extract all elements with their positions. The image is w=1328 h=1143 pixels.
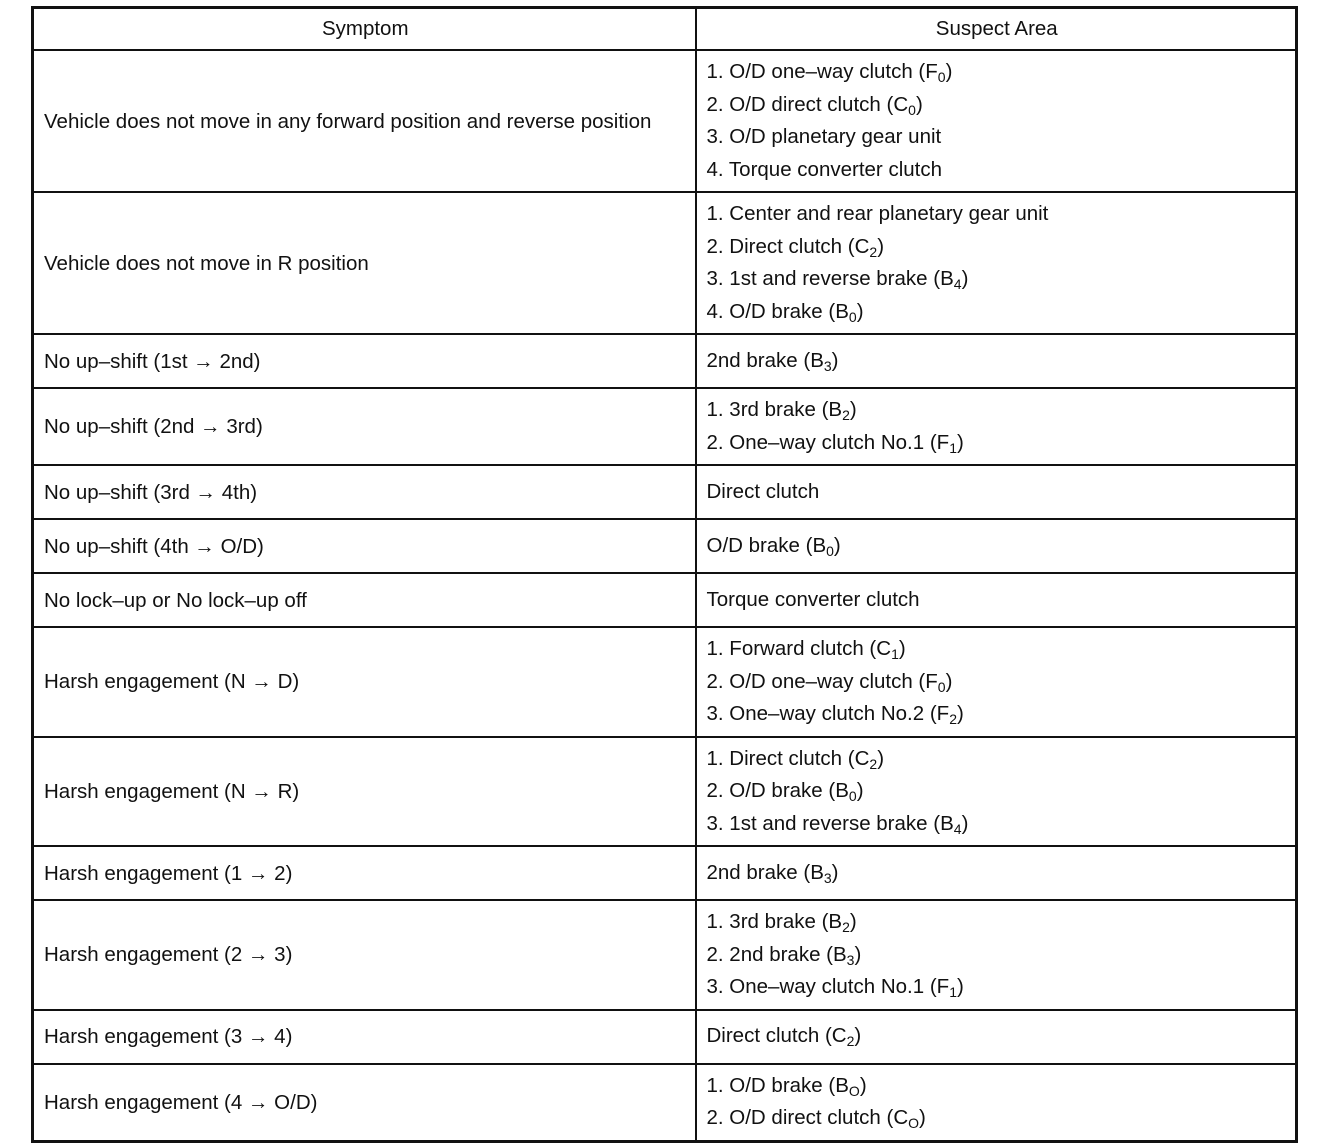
symptom-cell: [33, 737, 696, 847]
suspect-item-subscript: 3: [823, 357, 832, 374]
suspect-item-subscript: 0: [826, 542, 834, 559]
suspect-item: [707, 633, 1288, 666]
symptom-text: Harsh engagement (3 → 4): [44, 1025, 293, 1048]
suspect-item-text: 4. O/D brake (B: [706, 299, 849, 323]
suspect-item-text: 1. Direct clutch (C: [706, 746, 870, 770]
suspect-item: [707, 89, 1288, 122]
suspect-item-subscript: 0: [908, 101, 916, 118]
suspect-item-text: 4. Torque converter clutch: [706, 157, 942, 181]
suspect-area-cell: [696, 50, 1297, 192]
table-body: [33, 50, 1297, 1141]
suspect-item-suffix: ): [854, 942, 862, 966]
suspect-item: [707, 698, 1288, 731]
suspect-item-suffix: ): [915, 92, 923, 116]
suspect-item-subscript: 1: [949, 984, 957, 1000]
symptom-cell: [33, 334, 696, 388]
suspect-item-suffix: ): [856, 779, 864, 802]
suspect-item-suffix: ): [956, 975, 964, 998]
suspect-item: [707, 906, 1288, 939]
symptom-cell: [33, 388, 696, 465]
suspect-item-subscript: 4: [953, 276, 962, 292]
table-row: [33, 737, 1297, 847]
symptom-cell: [33, 1010, 696, 1064]
suspect-item: [707, 939, 1288, 972]
suspect-area-cell: [696, 737, 1297, 847]
suspect-item-subscript: 4: [953, 820, 962, 837]
suspect-item-suffix: ): [831, 860, 839, 884]
symptom-cell: [33, 1064, 696, 1142]
symptom-text: Harsh engagement (2 → 3): [44, 943, 293, 967]
suspect-item-text: 1. O/D brake (B: [706, 1073, 849, 1097]
suspect-item-text: 1. O/D one–way clutch (F: [706, 60, 938, 83]
suspect-item-text: Direct clutch (C: [706, 1024, 847, 1048]
suspect-item-subscript: 0: [848, 308, 857, 325]
suspect-item-text: 2. 2nd brake (B: [706, 942, 847, 966]
symptom-text: Harsh engagement (4 → O/D): [44, 1090, 318, 1114]
suspect-area-cell: [696, 627, 1297, 737]
table-row: [33, 1010, 1297, 1064]
table-row: [33, 465, 1297, 519]
symptom-cell: [33, 50, 696, 192]
symptom-cell: [33, 192, 696, 334]
suspect-item-text: Direct clutch: [706, 479, 820, 503]
diagnosis-table: [31, 6, 1298, 1143]
suspect-item-text: 2. O/D brake (B: [706, 779, 849, 802]
suspect-area-cell: [696, 573, 1297, 627]
suspect-item-subscript: 1: [949, 439, 957, 456]
suspect-item: [707, 154, 1288, 187]
suspect-item-suffix: ): [854, 1024, 862, 1048]
symptom-cell: [33, 465, 696, 519]
suspect-area-cell: [696, 846, 1297, 900]
suspect-item-suffix: ): [859, 1073, 867, 1097]
suspect-item-text: 3. 1st and reverse brake (B: [706, 267, 954, 290]
suspect-item-text: 2nd brake (B: [706, 860, 824, 884]
suspect-item-suffix: ): [961, 267, 969, 290]
suspect-item-suffix: ): [898, 637, 906, 660]
suspect-item-text: 2nd brake (B: [706, 348, 824, 372]
symptom-text: Harsh engagement (1 → 2): [44, 861, 293, 885]
suspect-item: [707, 666, 1288, 699]
suspect-item-subscript: 2: [842, 919, 850, 935]
symptom-text: Vehicle does not move in any forward position and reverse position: [44, 109, 652, 133]
suspect-item-subscript: O: [848, 1082, 860, 1099]
symptom-text: No up–shift (2nd → 3rd): [44, 415, 263, 438]
symptom-text: No lock–up or No lock–up off: [44, 588, 307, 612]
suspect-item-subscript: O: [908, 1115, 920, 1131]
suspect-item-suffix: ): [919, 1106, 926, 1129]
table-row: [33, 334, 1297, 388]
suspect-item-text: Torque converter clutch: [706, 587, 920, 611]
table-row: [33, 50, 1297, 192]
symptom-cell: [33, 627, 696, 737]
suspect-area-header: Suspect Area: [696, 8, 1297, 51]
suspect-area-cell: [696, 192, 1297, 334]
suspect-item-subscript: 3: [823, 869, 832, 886]
suspect-item-suffix: ): [856, 299, 864, 323]
suspect-item-text: 3. 1st and reverse brake (B: [706, 811, 954, 835]
suspect-area-cell: [696, 1064, 1297, 1142]
suspect-area-cell: [696, 1010, 1297, 1064]
symptom-cell: [33, 846, 696, 900]
suspect-item: [707, 857, 1288, 890]
suspect-item: [707, 1070, 1288, 1103]
table-row: [33, 192, 1297, 334]
suspect-item: [707, 743, 1288, 776]
suspect-item-text: 2. One–way clutch No.1 (F: [706, 430, 950, 454]
table-row: [33, 519, 1297, 573]
suspect-item: [707, 198, 1288, 231]
suspect-item: [707, 394, 1288, 427]
suspect-area-cell: [696, 334, 1297, 388]
suspect-item-text: 1. Forward clutch (C: [706, 637, 892, 660]
header-row: [33, 8, 1297, 51]
suspect-item-suffix: ): [945, 669, 953, 693]
suspect-item-subscript: 2: [869, 243, 878, 260]
suspect-item-text: 2. O/D one–way clutch (F: [706, 669, 938, 693]
suspect-item-text: 3. One–way clutch No.1 (F: [706, 975, 950, 998]
table-row: [33, 573, 1297, 627]
suspect-item-suffix: ): [961, 811, 969, 835]
suspect-item: [707, 231, 1288, 264]
suspect-item: [707, 427, 1288, 460]
suspect-item: [707, 530, 1288, 563]
suspect-item: [707, 775, 1288, 808]
suspect-item-subscript: 0: [848, 788, 857, 804]
suspect-item-suffix: ): [849, 910, 857, 933]
table-row: [33, 1064, 1297, 1142]
suspect-item-subscript: 2: [869, 755, 878, 772]
suspect-item: [707, 1102, 1288, 1135]
suspect-item-suffix: ): [877, 234, 885, 258]
suspect-item-text: 2. O/D direct clutch (C: [706, 92, 909, 116]
suspect-area-cell: [696, 900, 1297, 1010]
suspect-item: [707, 476, 1288, 509]
suspect-item: [707, 584, 1288, 617]
symptom-header: Symptom: [33, 8, 696, 51]
suspect-item: [707, 971, 1288, 1004]
suspect-item-text: 3. One–way clutch No.2 (F: [706, 702, 950, 725]
symptom-cell: [33, 900, 696, 1010]
suspect-item: [707, 121, 1288, 154]
suspect-item-subscript: 3: [846, 951, 855, 968]
suspect-item: [707, 345, 1288, 378]
suspect-item: [707, 1020, 1288, 1053]
suspect-item-suffix: ): [877, 746, 885, 770]
symptom-text: No up–shift (3rd → 4th): [44, 480, 258, 504]
suspect-item-suffix: ): [849, 398, 857, 421]
suspect-item-text: 2. Direct clutch (C: [706, 234, 870, 258]
table-row: [33, 627, 1297, 737]
symptom-text: Harsh engagement (N → D): [44, 670, 300, 694]
table-row: [33, 900, 1297, 1010]
suspect-item-text: 3. O/D planetary gear unit: [706, 125, 942, 148]
symptom-text: No up–shift (4th → O/D): [44, 534, 264, 558]
suspect-item-text: 1. 3rd brake (B: [706, 910, 843, 933]
suspect-item-text: 2. O/D direct clutch (C: [706, 1106, 909, 1129]
suspect-item: [707, 808, 1288, 841]
suspect-item-suffix: ): [956, 702, 964, 725]
suspect-item-suffix: ): [945, 60, 953, 83]
suspect-item-text: O/D brake (B: [706, 533, 827, 557]
suspect-item-subscript: 2: [846, 1033, 855, 1050]
suspect-item: [707, 296, 1288, 329]
symptom-text: No up–shift (1st → 2nd): [44, 349, 261, 373]
symptom-cell: [33, 519, 696, 573]
suspect-item-text: 1. 3rd brake (B: [706, 398, 843, 421]
symptom-cell: [33, 573, 696, 627]
suspect-area-cell: [696, 465, 1297, 519]
suspect-item-subscript: 0: [937, 678, 946, 695]
suspect-item-subscript: 0: [937, 69, 946, 85]
table-row: [33, 388, 1297, 465]
suspect-item-text: 1. Center and rear planetary gear unit: [706, 202, 1049, 225]
suspect-item-subscript: 2: [842, 407, 850, 423]
suspect-area-cell: [696, 388, 1297, 465]
suspect-item-suffix: ): [833, 533, 841, 557]
suspect-area-cell: [696, 519, 1297, 573]
symptom-text: Vehicle does not move in R position: [44, 251, 369, 275]
suspect-item-suffix: ): [831, 348, 839, 372]
suspect-item-suffix: ): [956, 430, 964, 454]
suspect-item-subscript: 1: [891, 646, 899, 662]
suspect-item-subscript: 2: [949, 711, 957, 727]
table-row: [33, 846, 1297, 900]
suspect-item: [707, 56, 1288, 89]
symptom-text: Harsh engagement (N → R): [44, 779, 300, 803]
suspect-item: [707, 263, 1288, 296]
